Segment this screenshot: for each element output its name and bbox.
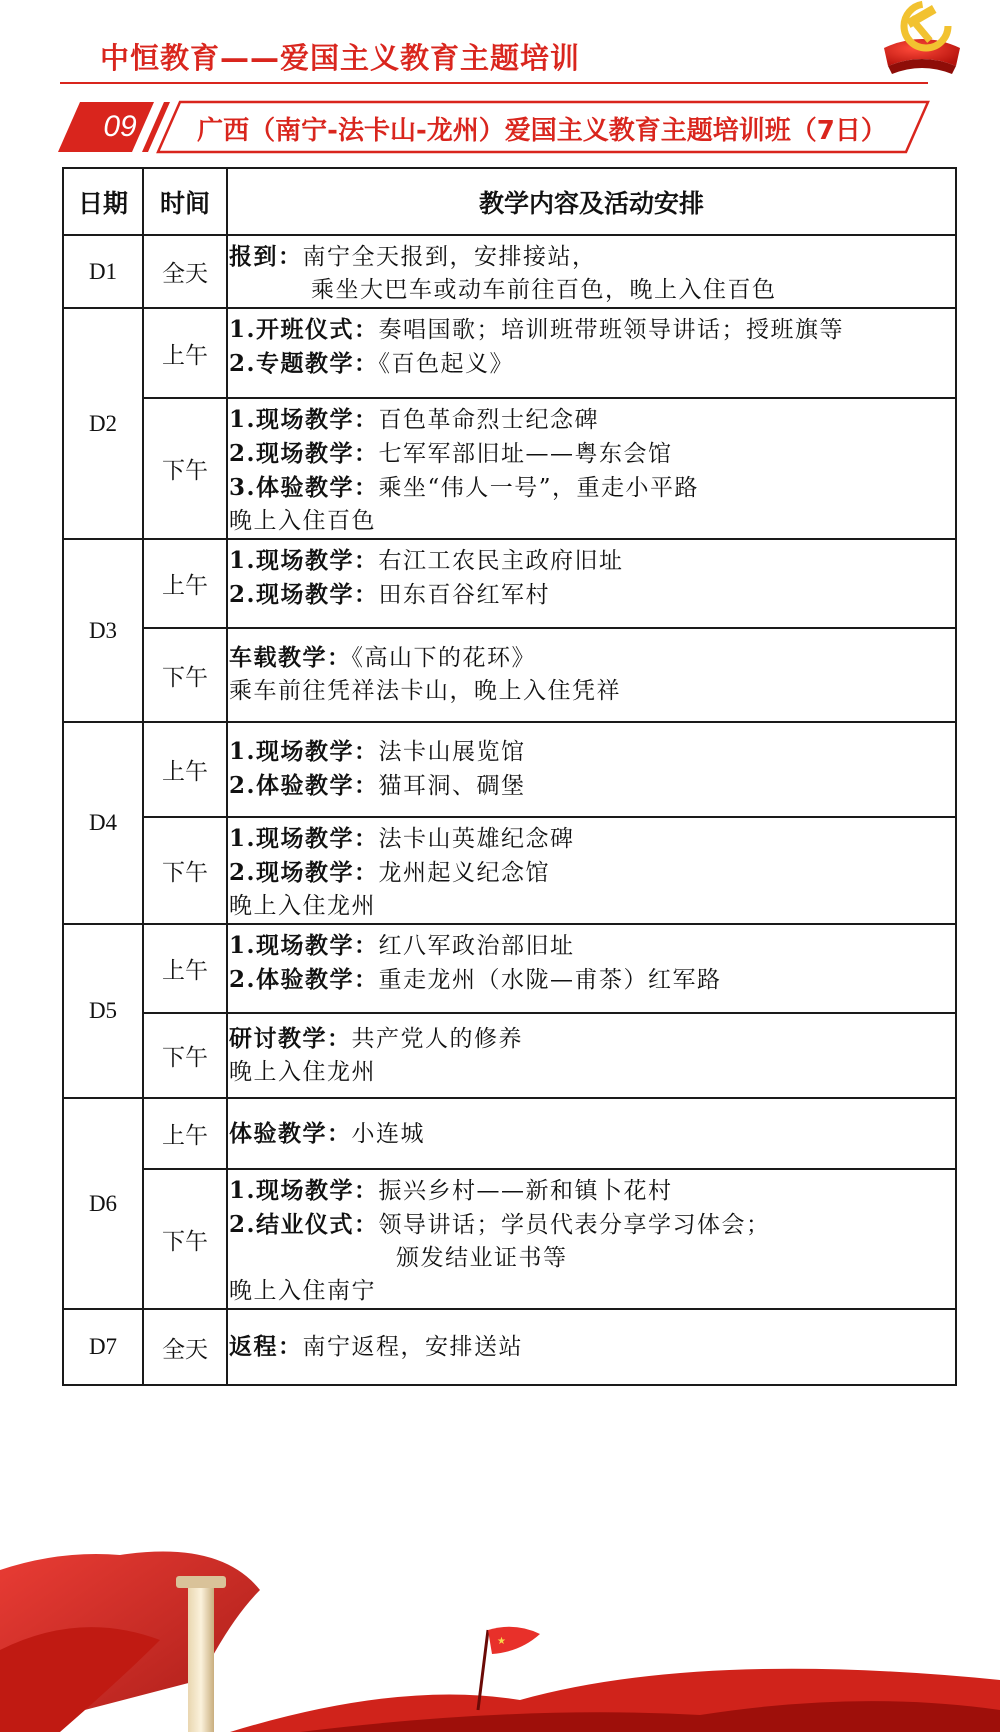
table-row (63, 398, 956, 539)
content-label: 体验教学： (229, 1119, 352, 1147)
schedule-table (62, 167, 957, 1386)
period-cell: 上午 (143, 1098, 227, 1169)
section-number: 09 (103, 110, 137, 143)
content-label: 2.体验教学： (229, 772, 379, 799)
period-cell: 全天 (143, 235, 227, 308)
table-row (63, 1013, 956, 1098)
table-row (63, 235, 956, 308)
content-label: 1.现场教学： (229, 547, 379, 574)
content-line (229, 822, 955, 856)
header-divider (60, 82, 928, 84)
period-cell: 下午 (143, 1013, 227, 1098)
content-line: 晚上入住百色 (229, 508, 376, 534)
period-cell: 上午 (143, 722, 227, 817)
content-line (229, 347, 955, 381)
content-line (229, 471, 955, 505)
table-row (63, 1309, 956, 1385)
content-label: 车载教学： (229, 644, 352, 671)
day-cell: D1 (63, 235, 143, 308)
period-cell: 上午 (143, 539, 227, 628)
content-cell (227, 1309, 956, 1385)
table-row (63, 1169, 956, 1309)
huabiao-pillar (188, 1585, 214, 1732)
content-line (229, 735, 955, 769)
content-text: 小连城 (351, 1120, 425, 1147)
content-text: 红八军政治部旧址 (378, 933, 575, 959)
content-label: 1.现场教学： (229, 738, 379, 765)
content-text: 右江工农民主政府旧址 (378, 548, 624, 574)
header-time: 时间 (143, 168, 227, 235)
content-line (229, 963, 955, 997)
content-line (229, 769, 955, 803)
content-cell (227, 1169, 956, 1309)
content-label: 报到： (229, 243, 303, 270)
content-line (229, 1022, 955, 1056)
section-title: 广西（南宁-法卡山-龙州）爱国主义教育主题培训班（7日） (197, 116, 887, 146)
content-cell (227, 924, 956, 1013)
header-content: 教学内容及活动安排 (227, 168, 956, 235)
content-text: 南宁全天报到，安排接站， (302, 244, 597, 270)
content-line (229, 403, 955, 437)
content-cell (227, 539, 956, 628)
header-date: 日期 (63, 168, 143, 235)
content-text: 百色革命烈士纪念碑 (378, 407, 600, 433)
content-cell (227, 1013, 956, 1098)
content-line (229, 1208, 955, 1242)
flag-star-icon: ★ (497, 1636, 506, 1647)
content-text: 奏唱国歌；培训班带班领导讲话；授班旗等 (378, 317, 845, 343)
content-label: 2.现场教学： (229, 581, 379, 608)
content-text: 共产党人的修养 (351, 1026, 523, 1052)
content-text: 领导讲话；学员代表分享学习体会； (378, 1212, 771, 1238)
content-label: 2.现场教学： (229, 440, 379, 467)
content-line: 晚上入住龙州 (229, 893, 376, 919)
day-cell: D6 (63, 1098, 143, 1309)
content-cell (227, 722, 956, 817)
content-cell (227, 235, 956, 308)
table-row (63, 817, 956, 924)
content-label: 1.开班仪式： (229, 316, 379, 343)
content-cell (227, 1098, 956, 1169)
content-line: 晚上入住龙州 (229, 1059, 376, 1085)
content-line (229, 240, 955, 274)
hammer-sickle-emblem-icon (876, 0, 968, 82)
content-text: 乘坐“伟人一号”，重走小平路 (378, 475, 700, 501)
period-cell: 上午 (143, 308, 227, 398)
table-row (63, 539, 956, 628)
content-line (229, 544, 955, 578)
content-text: 振兴乡村——新和镇卜花村 (378, 1178, 673, 1204)
page-header-title: 中恒教育——爱国主义教育主题培训 (100, 41, 581, 75)
content-text: 法卡山展览馆 (378, 739, 526, 765)
day-cell: D3 (63, 539, 143, 722)
pillar-cap (176, 1576, 226, 1588)
day-cell: D2 (63, 308, 143, 539)
period-cell: 下午 (143, 817, 227, 924)
content-line (229, 1174, 955, 1208)
content-cell (227, 308, 956, 398)
content-line: 晚上入住南宁 (229, 1278, 376, 1304)
content-label: 1.现场教学： (229, 825, 379, 852)
table-header-row (63, 168, 956, 235)
content-text: 猫耳洞、碉堡 (378, 773, 526, 799)
content-text: 法卡山英雄纪念碑 (378, 826, 575, 852)
content-line: 颁发结业证书等 (396, 1245, 568, 1271)
content-text: 龙州起义纪念馆 (378, 860, 551, 886)
content-line (229, 856, 955, 890)
content-line: 乘坐大巴车或动车前往百色，晚上入住百色 (311, 277, 777, 303)
section-banner (58, 98, 950, 156)
content-line (229, 1330, 955, 1364)
day-cell: D4 (63, 722, 143, 924)
content-label: 1.现场教学： (229, 932, 379, 959)
day-cell: D7 (63, 1309, 143, 1385)
content-text: 重走龙州（水陇—甫茶）红军路 (378, 967, 722, 993)
table-row (63, 924, 956, 1013)
day-cell: D5 (63, 924, 143, 1098)
content-text: 田东百谷红军村 (378, 582, 551, 608)
table-row (63, 1098, 956, 1169)
period-cell: 全天 (143, 1309, 227, 1385)
table-row (63, 722, 956, 817)
content-line (229, 313, 955, 347)
content-line (229, 578, 955, 612)
content-line (229, 437, 955, 471)
table-row (63, 628, 956, 722)
content-line (229, 641, 955, 675)
content-text: 南宁返程，安排送站 (302, 1334, 523, 1360)
content-text: 《百色起义》 (378, 351, 515, 377)
table-row (63, 308, 956, 398)
content-line: 乘车前往凭祥法卡山，晚上入住凭祥 (229, 678, 621, 704)
content-label: 2.现场教学： (229, 859, 379, 886)
content-label: 2.专题教学： (229, 350, 379, 377)
content-cell (227, 628, 956, 722)
period-cell: 下午 (143, 398, 227, 539)
flag-icon (488, 1627, 540, 1654)
content-label: 2.结业仪式： (229, 1211, 379, 1238)
content-label: 1.现场教学： (229, 406, 379, 433)
content-cell (227, 398, 956, 539)
footer-decoration (0, 1530, 1000, 1732)
content-label: 研讨教学： (229, 1025, 352, 1052)
content-label: 1.现场教学： (229, 1177, 379, 1204)
content-line (229, 929, 955, 963)
content-label: 返程： (229, 1333, 303, 1360)
period-cell: 下午 (143, 1169, 227, 1309)
content-cell (227, 817, 956, 924)
content-label: 2.体验教学： (229, 966, 379, 993)
period-cell: 下午 (143, 628, 227, 722)
content-text: 七军军部旧址——粤东会馆 (378, 441, 673, 467)
content-text: 《高山下的花环》 (351, 645, 536, 671)
content-line (229, 1117, 955, 1151)
content-label: 3.体验教学： (229, 474, 379, 501)
period-cell: 上午 (143, 924, 227, 1013)
